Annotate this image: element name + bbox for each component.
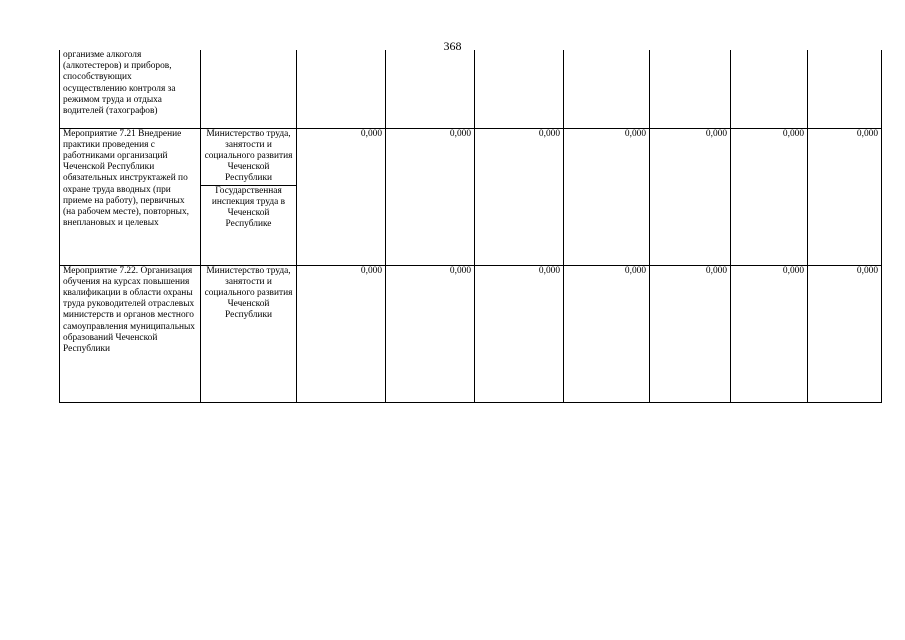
value-cell xyxy=(650,50,731,128)
value-cell: 0,000 xyxy=(808,128,882,265)
value-cell: 0,000 xyxy=(297,265,386,402)
value-cell: 0,000 xyxy=(731,265,808,402)
executor-name: Государственная инспекция труда в Чеченской Республике xyxy=(201,185,296,231)
value-cell: 0,000 xyxy=(386,128,475,265)
value-cell xyxy=(564,50,650,128)
value-cell: 0,000 xyxy=(297,128,386,265)
activity-description: Мероприятие 7.21 Внедрение практики проведения с работниками организаций Чеченской Республики обязательных инструктажей по охране труда вводных (при приеме на работу), первичных (на рабочем месте), повторных, внеплановых и целевых xyxy=(60,128,201,265)
executor-cell xyxy=(201,128,297,265)
table-row xyxy=(60,50,882,128)
value-cell xyxy=(297,50,386,128)
value-cell: 0,000 xyxy=(808,265,882,402)
value-cell: 0,000 xyxy=(731,128,808,265)
value-cell: 0,000 xyxy=(475,265,564,402)
executor-cell xyxy=(201,50,297,128)
value-cell: 0,000 xyxy=(564,128,650,265)
value-cell xyxy=(475,50,564,128)
page-number: 368 xyxy=(443,39,462,53)
value-cell: 0,000 xyxy=(650,265,731,402)
executor-cell xyxy=(201,265,297,402)
value-cell xyxy=(386,50,475,128)
value-cell: 0,000 xyxy=(475,128,564,265)
value-cell: 0,000 xyxy=(650,128,731,265)
value-cell: 0,000 xyxy=(386,265,475,402)
executor-name: Министерство труда, занятости и социального развития Чеченской Республики xyxy=(204,265,293,321)
table-row xyxy=(60,128,882,265)
executor-name: Министерство труда, занятости и социального развития Чеченской Республики xyxy=(204,128,293,184)
activity-description: организме алкоголя (алкотестеров) и приборов, способствующих осуществлению контроля за режимом труда и отдыха водителей (тахографов) xyxy=(60,50,201,128)
value-cell xyxy=(808,50,882,128)
activity-description: Мероприятие 7.22. Организация обучения на курсах повышения квалификации в области охраны труда руководителей отраслевых министерств и органов местного самоуправления муниципальных образований Чеченской Республики xyxy=(60,265,201,402)
value-cell: 0,000 xyxy=(564,265,650,402)
value-cell xyxy=(731,50,808,128)
table-row xyxy=(60,265,882,402)
program-activities-table xyxy=(59,50,882,403)
